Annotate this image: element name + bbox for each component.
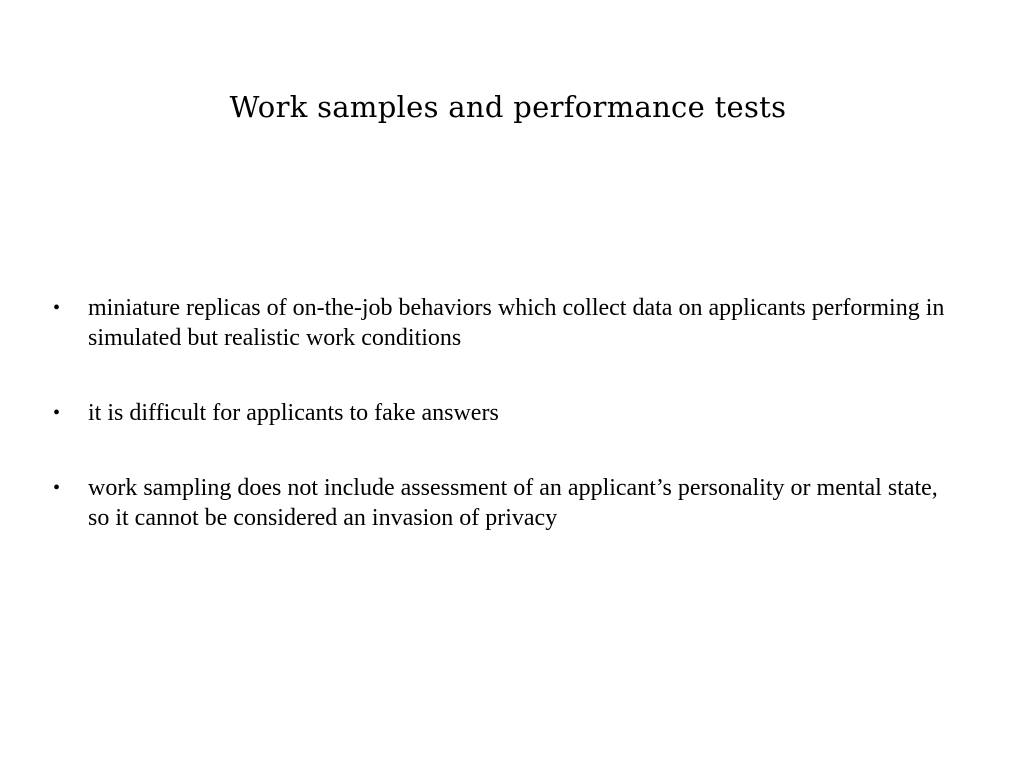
bullet-item [0, 473, 1024, 533]
slide-title: Work samples and performance tests [229, 90, 787, 124]
bullet-text: work sampling does not include assessment of an applicant’s personality or mental state, so it cannot be considered an invasion of privacy [88, 475, 938, 531]
bullet-item [0, 398, 1024, 428]
bullet-text: miniature replicas of on-the-job behaviors which collect data on applicants performing in simulated but realistic work conditions [88, 295, 945, 351]
bullet-list [0, 293, 1024, 578]
bullet-item [0, 293, 1024, 353]
bullet-marker: • [53, 297, 61, 319]
bullet-marker: • [53, 402, 61, 424]
bullet-text: it is difficult for applicants to fake answers [88, 400, 499, 426]
bullet-marker: • [53, 477, 61, 499]
